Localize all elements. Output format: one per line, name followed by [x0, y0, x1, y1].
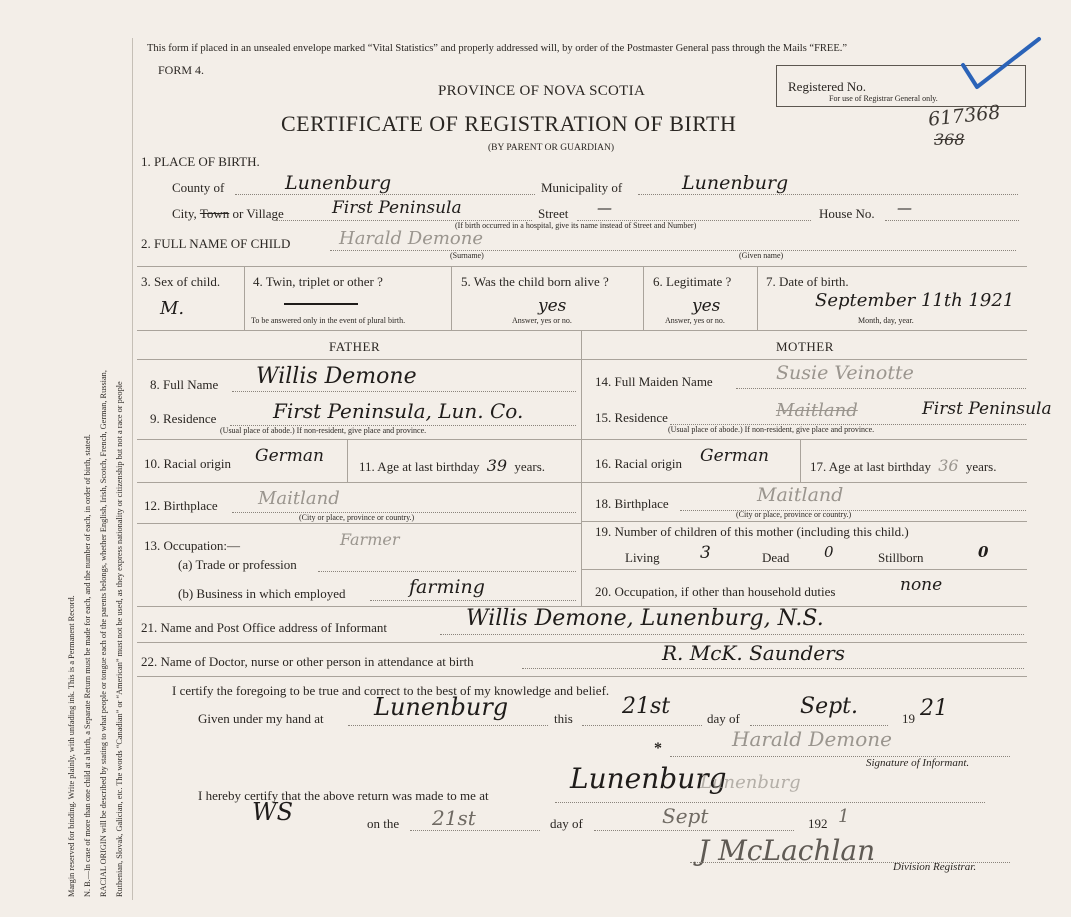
city-label-town: Town	[199, 206, 230, 221]
city-label	[172, 206, 284, 222]
county-rule	[235, 194, 535, 195]
father-occupation-label: 13. Occupation:—	[144, 538, 241, 553]
mother-stillborn-label: Stillborn	[878, 550, 924, 565]
on-the-label: on the	[367, 816, 400, 831]
house-rule	[885, 220, 1019, 221]
father-occupation-value: Farmer	[340, 530, 400, 549]
city-label-rest: or Village	[232, 206, 284, 221]
father-birthplace-value: Maitland	[258, 488, 340, 509]
mother-living-value: 3	[700, 543, 711, 563]
certify-statement: I certify the foregoing to be true and correct to the best of my knowledge and belief.	[172, 683, 610, 698]
father-residence-label: 9. Residence	[150, 411, 217, 426]
sex-value: M.	[160, 298, 185, 319]
signature-informant-label: Signature of Informant.	[866, 757, 970, 769]
certificate-subtitle: (BY PARENT OR GUARDIAN)	[488, 143, 615, 153]
year-value: 21	[920, 696, 948, 721]
sex-label: 3. Sex of child.	[141, 274, 221, 289]
given-rule	[348, 725, 548, 726]
doctor-value: R. McK. Saunders	[662, 641, 845, 665]
sidebar-line-4: Ruthenian, Slovak, Galician, etc. The words “Canadian” or “American” must not be used, as they express nationality or citizenship but not a race or people	[115, 381, 124, 897]
mother-dead-label: Dead	[762, 550, 790, 565]
child-name-value: Harald Demone	[339, 228, 483, 249]
asterisk-mark: *	[654, 740, 662, 757]
father-age-label-text: 11. Age at last birthday	[359, 459, 480, 474]
row3-div-1	[244, 266, 245, 330]
doctor-rule	[522, 668, 1024, 669]
alive-value: yes	[538, 296, 567, 316]
house-label: House No.	[819, 206, 875, 221]
mother-name-rule	[736, 388, 1026, 389]
month-rule	[750, 725, 888, 726]
row3-div-4	[757, 266, 758, 330]
mother-children-label: 19. Number of children of this mother (including this child.)	[595, 524, 909, 539]
twin-value-dash	[284, 303, 358, 305]
mother-age-label-text: 17. Age at last birthday	[810, 459, 931, 474]
mother-age-unit: years.	[965, 459, 997, 474]
mother-heading: MOTHER	[776, 339, 834, 354]
year-prefix: 19	[902, 711, 915, 726]
mother-racial-value: German	[700, 446, 769, 466]
return-place: Lunenburg	[570, 762, 727, 795]
mother-name-label: 14. Full Maiden Name	[595, 374, 713, 389]
child-name-rule	[330, 250, 1016, 251]
father-age-unit: years.	[514, 459, 546, 474]
house-value: —	[897, 199, 912, 217]
municipality-rule	[638, 194, 1018, 195]
father-trade-rule	[318, 571, 576, 572]
row3-div-2	[451, 266, 452, 330]
legit-value: yes	[692, 296, 721, 316]
mother-residence-label: 15. Residence	[595, 410, 668, 425]
mother-birthplace-label: 18. Birthplace	[595, 496, 669, 511]
date-value: September 11th 1921	[815, 290, 1015, 311]
form-number: FORM 4.	[158, 63, 205, 77]
place-heading: 1. PLACE OF BIRTH.	[141, 154, 260, 169]
registrar-initials: WS	[252, 798, 294, 826]
father-residence-note-a: (Usual place of abode.)	[220, 426, 295, 435]
mother-row-rule-4	[581, 569, 1027, 570]
mother-row-rule-2	[581, 482, 1027, 483]
mother-racial-divider	[800, 440, 801, 482]
given-label: Given under my hand at	[198, 711, 324, 726]
day-of-label: day of	[707, 711, 740, 726]
mother-occupation-value: none	[900, 575, 943, 595]
mother-living-label: Living	[625, 550, 660, 565]
father-heading: FATHER	[329, 339, 381, 354]
father-row-rule-3	[137, 523, 581, 524]
certificate-title: CERTIFICATE OF REGISTRATION OF BIRTH	[281, 111, 737, 136]
mother-birthplace-value: Maitland	[757, 484, 844, 506]
municipality-value: Lunenburg	[682, 172, 789, 194]
mother-age-value: 36	[938, 456, 959, 475]
this-label: this	[554, 711, 573, 726]
mother-birthplace-note: (City or place, province or country.)	[736, 510, 852, 519]
mother-row-rule-1	[581, 439, 1027, 440]
father-name-value: Willis Demone	[256, 364, 417, 389]
mother-residence-struck: Maitland	[776, 400, 858, 421]
father-row-rule-2	[137, 482, 581, 483]
informant-pencil-signature: Harald Demone	[732, 727, 892, 751]
street-value: —	[597, 199, 612, 217]
parents-heading-rule	[137, 359, 1027, 360]
child-name-label: 2. FULL NAME OF CHILD	[141, 236, 291, 251]
mother-row-rule-3	[581, 521, 1027, 522]
doctor-bottom-rule	[137, 676, 1027, 677]
county-value: Lunenburg	[285, 172, 392, 194]
city-value: First Peninsula	[332, 198, 462, 218]
this-rule	[582, 725, 702, 726]
informant-rule	[440, 634, 1024, 635]
registered-note: For use of Registrar General only.	[829, 94, 938, 103]
father-name-rule	[232, 391, 576, 392]
return-place-pencil: Lunenburg	[700, 772, 801, 793]
parents-divider	[581, 330, 582, 606]
father-business-label: (b) Business in which employed	[178, 586, 346, 601]
binding-margin-rule	[132, 38, 133, 900]
father-residence-note	[220, 426, 426, 435]
alive-label: 5. Was the child born alive ?	[461, 274, 609, 289]
row3-top-rule	[137, 266, 1027, 267]
father-age-value: 39	[486, 456, 508, 475]
registered-number-sub: 368	[934, 130, 965, 149]
mother-residence-note	[668, 425, 874, 434]
father-business-rule	[370, 600, 576, 601]
father-business-value: farming	[409, 576, 485, 598]
father-racial-label: 10. Racial origin	[144, 456, 232, 471]
informant-value: Willis Demone, Lunenburg, N.S.	[466, 606, 824, 631]
mother-birthplace-rule	[680, 510, 1026, 511]
month-value-2: Sept	[662, 804, 709, 828]
year-value-2: 1	[838, 806, 850, 827]
father-name-label: 8. Full Name	[150, 377, 219, 392]
father-age-label	[359, 456, 545, 475]
sidebar-line-3: RACIAL ORIGIN will be described by stating to what people or tongue each of the parents belongs, whether English, Irish, Scotch, French, German, Russian,	[99, 370, 108, 897]
municipality-label: Municipality of	[541, 180, 623, 195]
day-of-label-2: day of	[550, 816, 583, 831]
father-birthplace-note: (City or place, province or country.)	[299, 513, 415, 522]
mother-residence-note-b: If non-resident, give place and province.	[744, 425, 875, 434]
father-birthplace-label: 12. Birthplace	[144, 498, 218, 513]
mother-dead-value: 0	[824, 543, 834, 561]
mother-age-label	[810, 456, 997, 475]
county-label: County of	[172, 180, 225, 195]
mother-stillborn-value: 0	[978, 543, 989, 561]
sidebar-line-1: Margin reserved for binding. Write plainly, with unfading ink. This is a Permanent Record.	[67, 595, 76, 897]
mailing-notice: This form if placed in an unsealed envelope marked “Vital Statistics” and properly addressed will, by order of the Postmaster General pass through the Mails “FREE.”	[147, 43, 848, 54]
mother-racial-label: 16. Racial origin	[595, 456, 683, 471]
street-note: (If birth occurred in a hospital, give its name instead of Street and Number)	[455, 221, 697, 230]
city-label-city: City,	[172, 206, 197, 221]
sidebar-line-2: N. B.—In case of more than one child at a birth, a Separate Return must be made for each, and the number of each, in order of birth, stated.	[83, 434, 92, 897]
registrar-signature: J McLachlan	[698, 834, 876, 867]
legit-label: 6. Legitimate ?	[653, 274, 732, 289]
return-label: I hereby certify that the above return was made to me at	[198, 788, 489, 803]
informant-label: 21. Name and Post Office address of Informant	[141, 620, 387, 635]
month-value: Sept.	[800, 694, 859, 719]
mother-occupation-label: 20. Occupation, if other than household duties	[595, 584, 836, 599]
mother-residence-value: First Peninsula	[922, 399, 1052, 419]
doctor-label: 22. Name of Doctor, nurse or other person in attendance at birth	[141, 654, 474, 669]
date-label: 7. Date of birth.	[766, 274, 849, 289]
given-note: (Given name)	[739, 251, 784, 260]
father-residence-value: First Peninsula, Lun. Co.	[273, 399, 524, 423]
return-rule	[555, 802, 985, 803]
mother-residence-note-a: (Usual place of abode.)	[668, 425, 743, 434]
twin-note: To be answered only in the event of plural birth.	[251, 316, 406, 325]
surname-note: (Surname)	[450, 251, 484, 260]
date-note: Month, day, year.	[858, 316, 914, 325]
given-place: Lunenburg	[374, 693, 509, 721]
legit-note: Answer, yes or no.	[665, 316, 725, 325]
street-label: Street	[538, 206, 569, 221]
informant-bottom-rule	[137, 642, 1027, 643]
father-trade-label: (a) Trade or profession	[178, 557, 297, 572]
row3-bottom-rule	[137, 330, 1027, 331]
twin-label: 4. Twin, triplet or other ?	[253, 274, 383, 289]
division-registrar-label: Division Registrar.	[893, 861, 977, 873]
father-row-rule-1	[137, 439, 581, 440]
on-the-value: 21st	[432, 806, 476, 830]
on-the-rule	[410, 830, 540, 831]
year-prefix-2: 192	[808, 816, 828, 831]
province-heading: PROVINCE OF NOVA SCOTIA	[438, 83, 646, 99]
mother-name-value: Susie Veinotte	[776, 362, 914, 384]
father-residence-note-b: If non-resident, give place and province.	[296, 426, 427, 435]
father-racial-divider	[347, 440, 348, 482]
this-value: 21st	[622, 694, 671, 719]
father-racial-value: German	[255, 446, 324, 466]
blue-checkmark-icon	[955, 35, 1045, 95]
alive-note: Answer, yes or no.	[512, 316, 572, 325]
row3-div-3	[643, 266, 644, 330]
registered-number: 617368	[927, 101, 1002, 131]
registered-label: Registered No.	[788, 79, 866, 94]
month-rule-2	[594, 830, 794, 831]
